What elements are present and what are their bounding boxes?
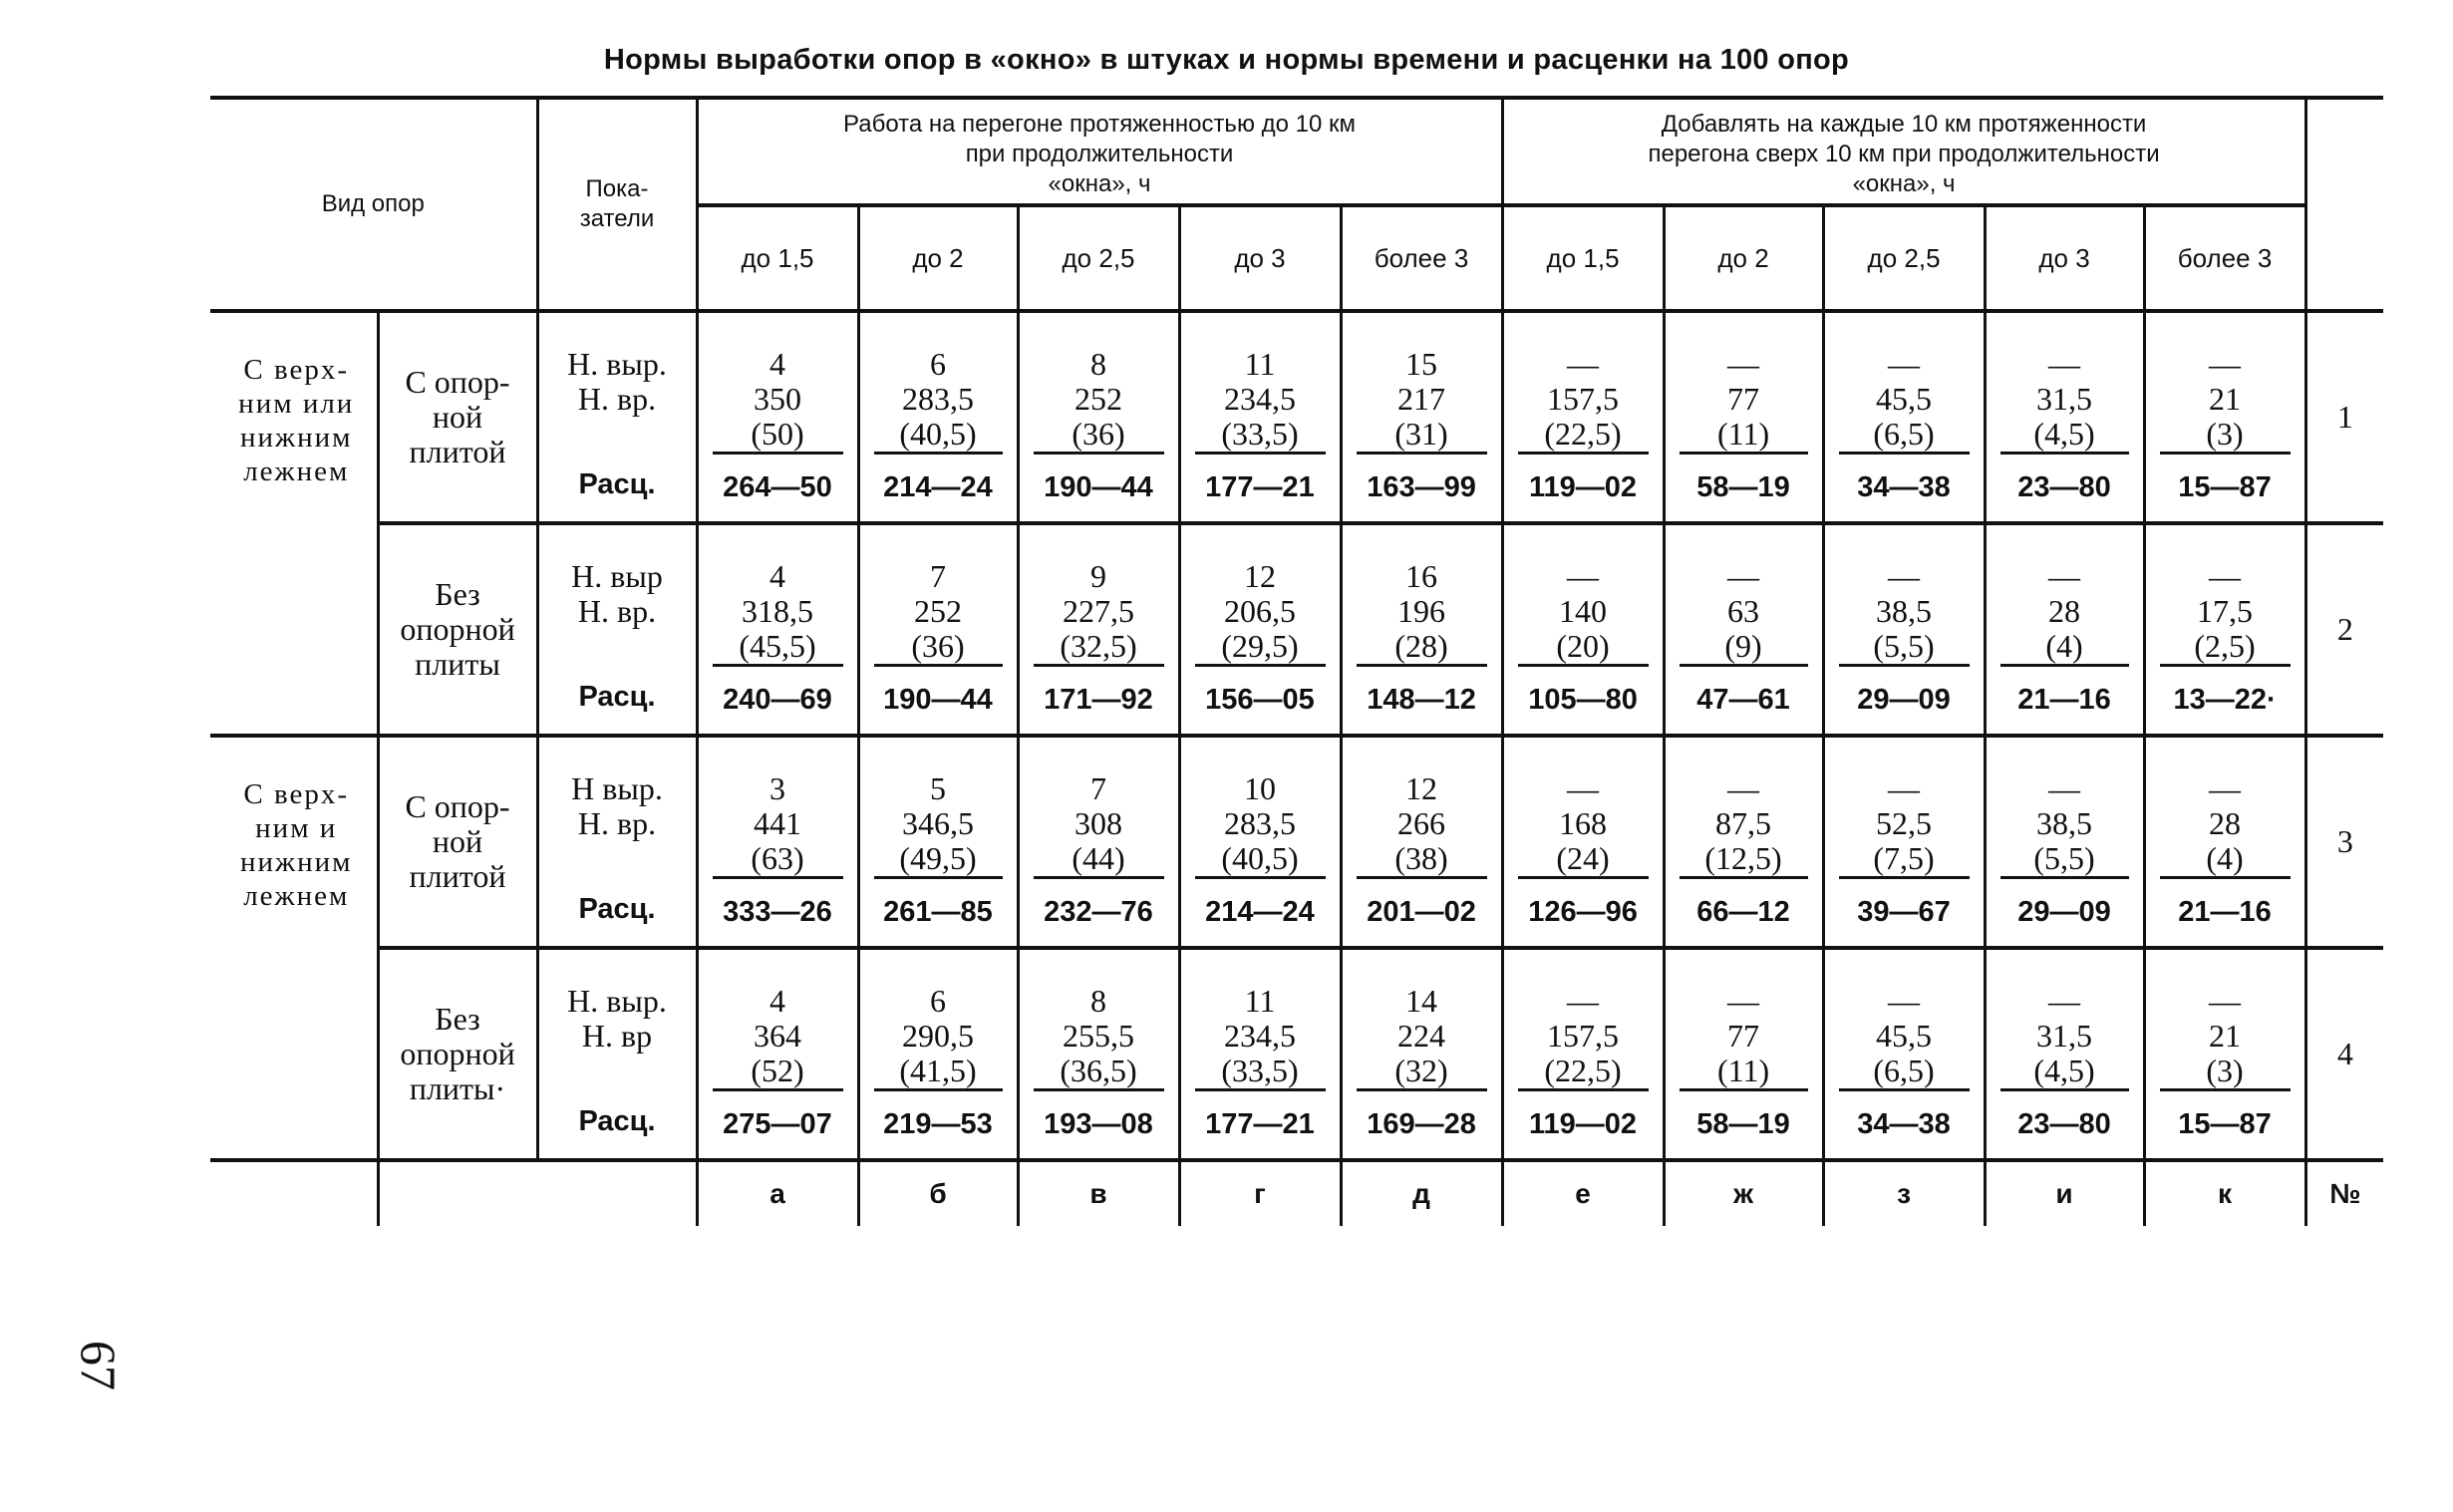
- rate-value: 148—12: [1367, 684, 1476, 716]
- indicator-output: Н. выр: [571, 558, 663, 594]
- rate-value: 219—53: [883, 1108, 993, 1140]
- time-norm: 157,5: [1547, 381, 1620, 417]
- indicator-rate: Расц.: [578, 893, 656, 925]
- column-letter: е: [1502, 1160, 1664, 1226]
- rate-value: 214—24: [883, 471, 993, 503]
- rate-value: 15—87: [2178, 1108, 2272, 1140]
- page-number: 67: [71, 1341, 127, 1390]
- output-norm: —: [1888, 558, 1921, 594]
- output-norm: 14: [1405, 983, 1438, 1019]
- rate-value: 34—38: [1857, 1108, 1951, 1140]
- rate-value: 201—02: [1367, 896, 1476, 928]
- rate-value: 264—50: [723, 471, 832, 503]
- indicator-labels: [537, 948, 697, 1160]
- time-norm-paren: (3): [2160, 1054, 2291, 1091]
- duration-header: до 2,5: [1823, 205, 1985, 311]
- time-norm-paren: (6,5): [1839, 417, 1970, 454]
- value-cell: [1179, 736, 1341, 948]
- time-norm-paren: (7,5): [1839, 841, 1970, 879]
- header-number-spacer: [2305, 98, 2383, 311]
- time-norm-paren: (44): [1034, 841, 1164, 879]
- support-type-label: С верх- ним или нижним лежнем: [210, 311, 378, 736]
- output-norm: 5: [930, 770, 946, 806]
- value-cell: [1341, 311, 1502, 523]
- rate-value: 171—92: [1044, 684, 1153, 716]
- table-row: [210, 311, 2383, 523]
- time-norm: 77: [1727, 381, 1760, 417]
- time-norm-paren: (22,5): [1518, 1054, 1649, 1091]
- rate-value: 23—80: [2017, 471, 2111, 503]
- time-norm-paren: (22,5): [1518, 417, 1649, 454]
- duration-header: более 3: [2144, 205, 2305, 311]
- output-norm: —: [1727, 558, 1760, 594]
- time-norm: 255,5: [1063, 1018, 1134, 1054]
- header-indicators: Пока- затели: [537, 98, 697, 311]
- output-norm: —: [2048, 770, 2081, 806]
- output-norm: —: [1888, 770, 1921, 806]
- rate-value: 163—99: [1367, 471, 1476, 503]
- time-norm-paren: (32,5): [1034, 629, 1164, 667]
- column-letter: к: [2144, 1160, 2305, 1226]
- output-norm: —: [1888, 346, 1921, 382]
- rate-value: 21—16: [2178, 896, 2272, 928]
- output-norm: —: [2209, 983, 2242, 1019]
- value-cell: [1018, 948, 1179, 1160]
- value-cell: [2144, 736, 2305, 948]
- rate-value: 119—02: [1529, 471, 1638, 503]
- indicator-spacer: [539, 1054, 696, 1088]
- time-norm-paren: (11): [1680, 1054, 1808, 1091]
- column-letter: в: [1018, 1160, 1179, 1226]
- time-norm-paren: (5,5): [2000, 841, 2129, 879]
- time-norm-paren: (31): [1357, 417, 1487, 454]
- rate-value: 66—12: [1696, 896, 1790, 928]
- time-norm-paren: (5,5): [1839, 629, 1970, 667]
- time-norm: 252: [914, 593, 962, 629]
- value-cell: [1664, 311, 1823, 523]
- rate-value: 240—69: [723, 684, 832, 716]
- row-number: 4: [2305, 948, 2383, 1160]
- time-norm: 234,5: [1224, 1018, 1296, 1054]
- value-cell: [1823, 523, 1985, 736]
- indicator-labels: [537, 311, 697, 523]
- value-cell: [858, 948, 1018, 1160]
- time-norm: 217: [1397, 381, 1446, 417]
- value-cell: [1823, 736, 1985, 948]
- time-norm-paren: (52): [713, 1054, 843, 1091]
- table-row: [210, 736, 2383, 948]
- rate-value: 29—09: [1857, 684, 1951, 716]
- time-norm-paren: (40,5): [874, 417, 1003, 454]
- indicator-spacer: [539, 629, 696, 664]
- time-norm: 283,5: [1224, 805, 1296, 841]
- time-norm: 38,5: [1876, 593, 1933, 629]
- time-norm-paren: (50): [713, 417, 843, 454]
- rate-value: 119—02: [1529, 1108, 1638, 1140]
- time-norm-paren: (29,5): [1195, 629, 1326, 667]
- norms-table: [210, 96, 2383, 1226]
- time-norm: 21: [2209, 381, 2242, 417]
- rate-value: 177—21: [1205, 1108, 1315, 1140]
- time-norm: 77: [1727, 1018, 1760, 1054]
- column-letter: а: [697, 1160, 858, 1226]
- indicator-time: Н. вр: [581, 1018, 653, 1054]
- time-norm-paren: (11): [1680, 417, 1808, 454]
- duration-header: до 1,5: [1502, 205, 1664, 311]
- duration-header: более 3: [1341, 205, 1502, 311]
- value-cell: [1502, 311, 1664, 523]
- value-cell: [697, 736, 858, 948]
- output-norm: —: [1567, 770, 1600, 806]
- rate-value: 261—85: [883, 896, 993, 928]
- output-norm: —: [2048, 346, 2081, 382]
- time-norm-paren: (9): [1680, 629, 1808, 667]
- time-norm-paren: (28): [1357, 629, 1487, 667]
- time-norm: 346,5: [902, 805, 974, 841]
- indicator-labels: [537, 736, 697, 948]
- support-subtype-label: Без опорной плиты·: [378, 948, 537, 1160]
- value-cell: [1664, 523, 1823, 736]
- value-cell: [1502, 523, 1664, 736]
- value-cell: [1985, 736, 2144, 948]
- time-norm: 31,5: [2036, 1018, 2093, 1054]
- output-norm: 3: [769, 770, 785, 806]
- output-norm: —: [1567, 346, 1600, 382]
- page-title: Нормы выработки опор в «окно» в штуках и нормы времени и расценки на 100 опор: [603, 44, 1850, 76]
- time-norm-paren: (20): [1518, 629, 1649, 667]
- value-cell: [1179, 948, 1341, 1160]
- time-norm: 252: [1074, 381, 1122, 417]
- indicator-output: Н выр.: [571, 770, 663, 806]
- rate-value: 34—38: [1857, 471, 1951, 503]
- duration-header: до 3: [1179, 205, 1341, 311]
- time-norm: 45,5: [1876, 1018, 1933, 1054]
- value-cell: [1823, 311, 1985, 523]
- time-norm-paren: (40,5): [1195, 841, 1326, 879]
- duration-header: до 2: [858, 205, 1018, 311]
- value-cell: [1502, 948, 1664, 1160]
- time-norm-paren: (4,5): [2000, 417, 2129, 454]
- rate-value: 21—16: [2017, 684, 2111, 716]
- rate-value: 232—76: [1044, 896, 1153, 928]
- time-norm-paren: (63): [713, 841, 843, 879]
- time-norm: 227,5: [1063, 593, 1134, 629]
- output-norm: —: [2209, 558, 2242, 594]
- time-norm: 157,5: [1547, 1018, 1620, 1054]
- column-letter: б: [858, 1160, 1018, 1226]
- support-subtype-label: С опор- ной плитой: [378, 311, 537, 523]
- value-cell: [1018, 736, 1179, 948]
- time-norm: 364: [754, 1018, 801, 1054]
- time-norm: 308: [1074, 805, 1122, 841]
- output-norm: 8: [1090, 983, 1106, 1019]
- output-norm: —: [2048, 558, 2081, 594]
- output-norm: —: [2209, 346, 2242, 382]
- rate-value: 39—67: [1857, 896, 1951, 928]
- output-norm: 11: [1244, 983, 1276, 1019]
- row-number: 2: [2305, 523, 2383, 736]
- output-norm: —: [1727, 346, 1760, 382]
- value-cell: [1341, 948, 1502, 1160]
- value-cell: [697, 523, 858, 736]
- time-norm: 28: [2209, 805, 2242, 841]
- time-norm-paren: (33,5): [1195, 417, 1326, 454]
- column-letter: д: [1341, 1160, 1502, 1226]
- value-cell: [1985, 523, 2144, 736]
- rate-value: 190—44: [1044, 471, 1153, 503]
- time-norm-paren: (36,5): [1034, 1054, 1164, 1091]
- time-norm: 45,5: [1876, 381, 1933, 417]
- value-cell: [858, 311, 1018, 523]
- time-norm: 318,5: [742, 593, 813, 629]
- output-norm: —: [1888, 983, 1921, 1019]
- value-cell: [1823, 948, 1985, 1160]
- indicator-output: Н. выр.: [567, 346, 667, 382]
- output-norm: 11: [1244, 346, 1276, 382]
- rate-value: 156—05: [1205, 684, 1315, 716]
- time-norm: 21: [2209, 1018, 2242, 1054]
- time-norm-paren: (4,5): [2000, 1054, 2129, 1091]
- value-cell: [1179, 311, 1341, 523]
- time-norm: 206,5: [1224, 593, 1296, 629]
- duration-header: до 3: [1985, 205, 2144, 311]
- column-letter: и: [1985, 1160, 2144, 1226]
- value-cell: [858, 736, 1018, 948]
- value-cell: [1985, 948, 2144, 1160]
- time-norm-paren: (24): [1518, 841, 1649, 879]
- output-norm: —: [1727, 770, 1760, 806]
- rate-value: 58—19: [1696, 1108, 1790, 1140]
- column-letter: ж: [1664, 1160, 1823, 1226]
- rate-value: 105—80: [1528, 684, 1638, 716]
- output-norm: —: [2209, 770, 2242, 806]
- time-norm: 196: [1397, 593, 1446, 629]
- rate-value: 193—08: [1044, 1108, 1153, 1140]
- indicator-time: Н. вр.: [577, 381, 657, 417]
- indicator-spacer: [539, 417, 696, 452]
- header-group-additional: Добавлять на каждые 10 км протяженности перегона сверх 10 км при продолжительности «окна», ч: [1502, 98, 2305, 205]
- indicator-time: Н. вр.: [577, 805, 657, 841]
- support-subtype-label: Без опорной плиты: [378, 523, 537, 736]
- time-norm: 140: [1559, 593, 1608, 629]
- time-norm-paren: (36): [874, 629, 1003, 667]
- value-cell: [2144, 311, 2305, 523]
- time-norm: 17,5: [2197, 593, 2254, 629]
- rate-value: 275—07: [723, 1108, 832, 1140]
- rate-value: 177—21: [1205, 471, 1315, 503]
- support-subtype-label: С опор- ной плитой: [378, 736, 537, 948]
- time-norm-paren: (2,5): [2160, 629, 2291, 667]
- value-cell: [858, 523, 1018, 736]
- time-norm-paren: (36): [1034, 417, 1164, 454]
- output-norm: 9: [1090, 558, 1106, 594]
- time-norm: 283,5: [902, 381, 974, 417]
- time-norm: 266: [1397, 805, 1446, 841]
- time-norm-paren: (41,5): [874, 1054, 1003, 1091]
- rate-value: 15—87: [2178, 471, 2272, 503]
- rate-value: 190—44: [883, 684, 993, 716]
- output-norm: 4: [769, 346, 785, 382]
- output-norm: 7: [1090, 770, 1106, 806]
- output-norm: 4: [769, 558, 785, 594]
- time-norm-paren: (38): [1357, 841, 1487, 879]
- time-norm-paren: (33,5): [1195, 1054, 1326, 1091]
- table-row: [210, 948, 2383, 1160]
- output-norm: 16: [1405, 558, 1438, 594]
- output-norm: 4: [769, 983, 785, 1019]
- output-norm: 10: [1244, 770, 1276, 806]
- output-norm: —: [2048, 983, 2081, 1019]
- time-norm-paren: (12,5): [1680, 841, 1808, 879]
- row-number: 1: [2305, 311, 2383, 523]
- time-norm-paren: (45,5): [713, 629, 843, 667]
- indicator-time: Н. вр.: [577, 593, 657, 629]
- value-cell: [1341, 736, 1502, 948]
- duration-header: до 2: [1664, 205, 1823, 311]
- indicator-rate: Расц.: [578, 681, 656, 713]
- indicator-labels: [537, 523, 697, 736]
- value-cell: [2144, 948, 2305, 1160]
- rate-value: 13—22·: [2173, 684, 2277, 716]
- output-norm: 8: [1090, 346, 1106, 382]
- duration-header: до 2,5: [1018, 205, 1179, 311]
- row-number: 3: [2305, 736, 2383, 948]
- value-cell: [697, 948, 858, 1160]
- time-norm: 290,5: [902, 1018, 974, 1054]
- value-cell: [1985, 311, 2144, 523]
- time-norm: 28: [2048, 593, 2081, 629]
- rate-value: 23—80: [2017, 1108, 2111, 1140]
- output-norm: 15: [1405, 346, 1438, 382]
- time-norm: 31,5: [2036, 381, 2093, 417]
- value-cell: [1179, 523, 1341, 736]
- time-norm: 63: [1727, 593, 1760, 629]
- indicator-output: Н. выр.: [567, 983, 667, 1019]
- rate-value: 333—26: [723, 896, 832, 928]
- support-type-label: С верх- ним и нижним лежнем: [210, 736, 378, 1160]
- value-cell: [1018, 523, 1179, 736]
- value-cell: [1664, 948, 1823, 1160]
- output-norm: 6: [930, 346, 946, 382]
- value-cell: [1341, 523, 1502, 736]
- value-cell: [697, 311, 858, 523]
- footer-letter-row: [210, 1160, 2383, 1226]
- output-norm: —: [1567, 558, 1600, 594]
- value-cell: [1018, 311, 1179, 523]
- rate-value: 29—09: [2017, 896, 2111, 928]
- rate-value: 214—24: [1205, 896, 1315, 928]
- column-letter: г: [1179, 1160, 1341, 1226]
- rate-value: 47—61: [1696, 684, 1790, 716]
- output-norm: 7: [930, 558, 946, 594]
- rate-value: 58—19: [1696, 471, 1790, 503]
- indicator-spacer: [539, 841, 696, 876]
- table-row: [210, 523, 2383, 736]
- time-norm-paren: (3): [2160, 417, 2291, 454]
- indicator-rate: Расц.: [578, 1105, 656, 1137]
- value-cell: [1664, 736, 1823, 948]
- value-cell: [1502, 736, 1664, 948]
- rate-value: 169—28: [1367, 1108, 1476, 1140]
- time-norm-paren: (4): [2160, 841, 2291, 879]
- time-norm: 224: [1397, 1018, 1446, 1054]
- output-norm: —: [1567, 983, 1600, 1019]
- indicator-rate: Расц.: [578, 468, 656, 500]
- time-norm: 87,5: [1715, 805, 1772, 841]
- rate-value: 126—96: [1528, 896, 1638, 928]
- header-support-type: Вид опор: [210, 98, 537, 311]
- row-number-label: №: [2305, 1160, 2383, 1226]
- column-letter: з: [1823, 1160, 1985, 1226]
- time-norm-paren: (6,5): [1839, 1054, 1970, 1091]
- value-cell: [2144, 523, 2305, 736]
- time-norm: 38,5: [2036, 805, 2093, 841]
- time-norm: 168: [1559, 805, 1608, 841]
- time-norm-paren: (4): [2000, 629, 2129, 667]
- output-norm: 12: [1405, 770, 1438, 806]
- time-norm-paren: (49,5): [874, 841, 1003, 879]
- duration-header: до 1,5: [697, 205, 858, 311]
- time-norm: 52,5: [1876, 805, 1933, 841]
- time-norm-paren: (32): [1357, 1054, 1487, 1091]
- output-norm: 12: [1244, 558, 1276, 594]
- time-norm: 350: [754, 381, 801, 417]
- time-norm: 234,5: [1224, 381, 1296, 417]
- time-norm: 441: [754, 805, 801, 841]
- output-norm: —: [1727, 983, 1760, 1019]
- output-norm: 6: [930, 983, 946, 1019]
- header-group-main: Работа на перегоне протяженностью до 10 км при продолжительности «окна», ч: [697, 98, 1502, 205]
